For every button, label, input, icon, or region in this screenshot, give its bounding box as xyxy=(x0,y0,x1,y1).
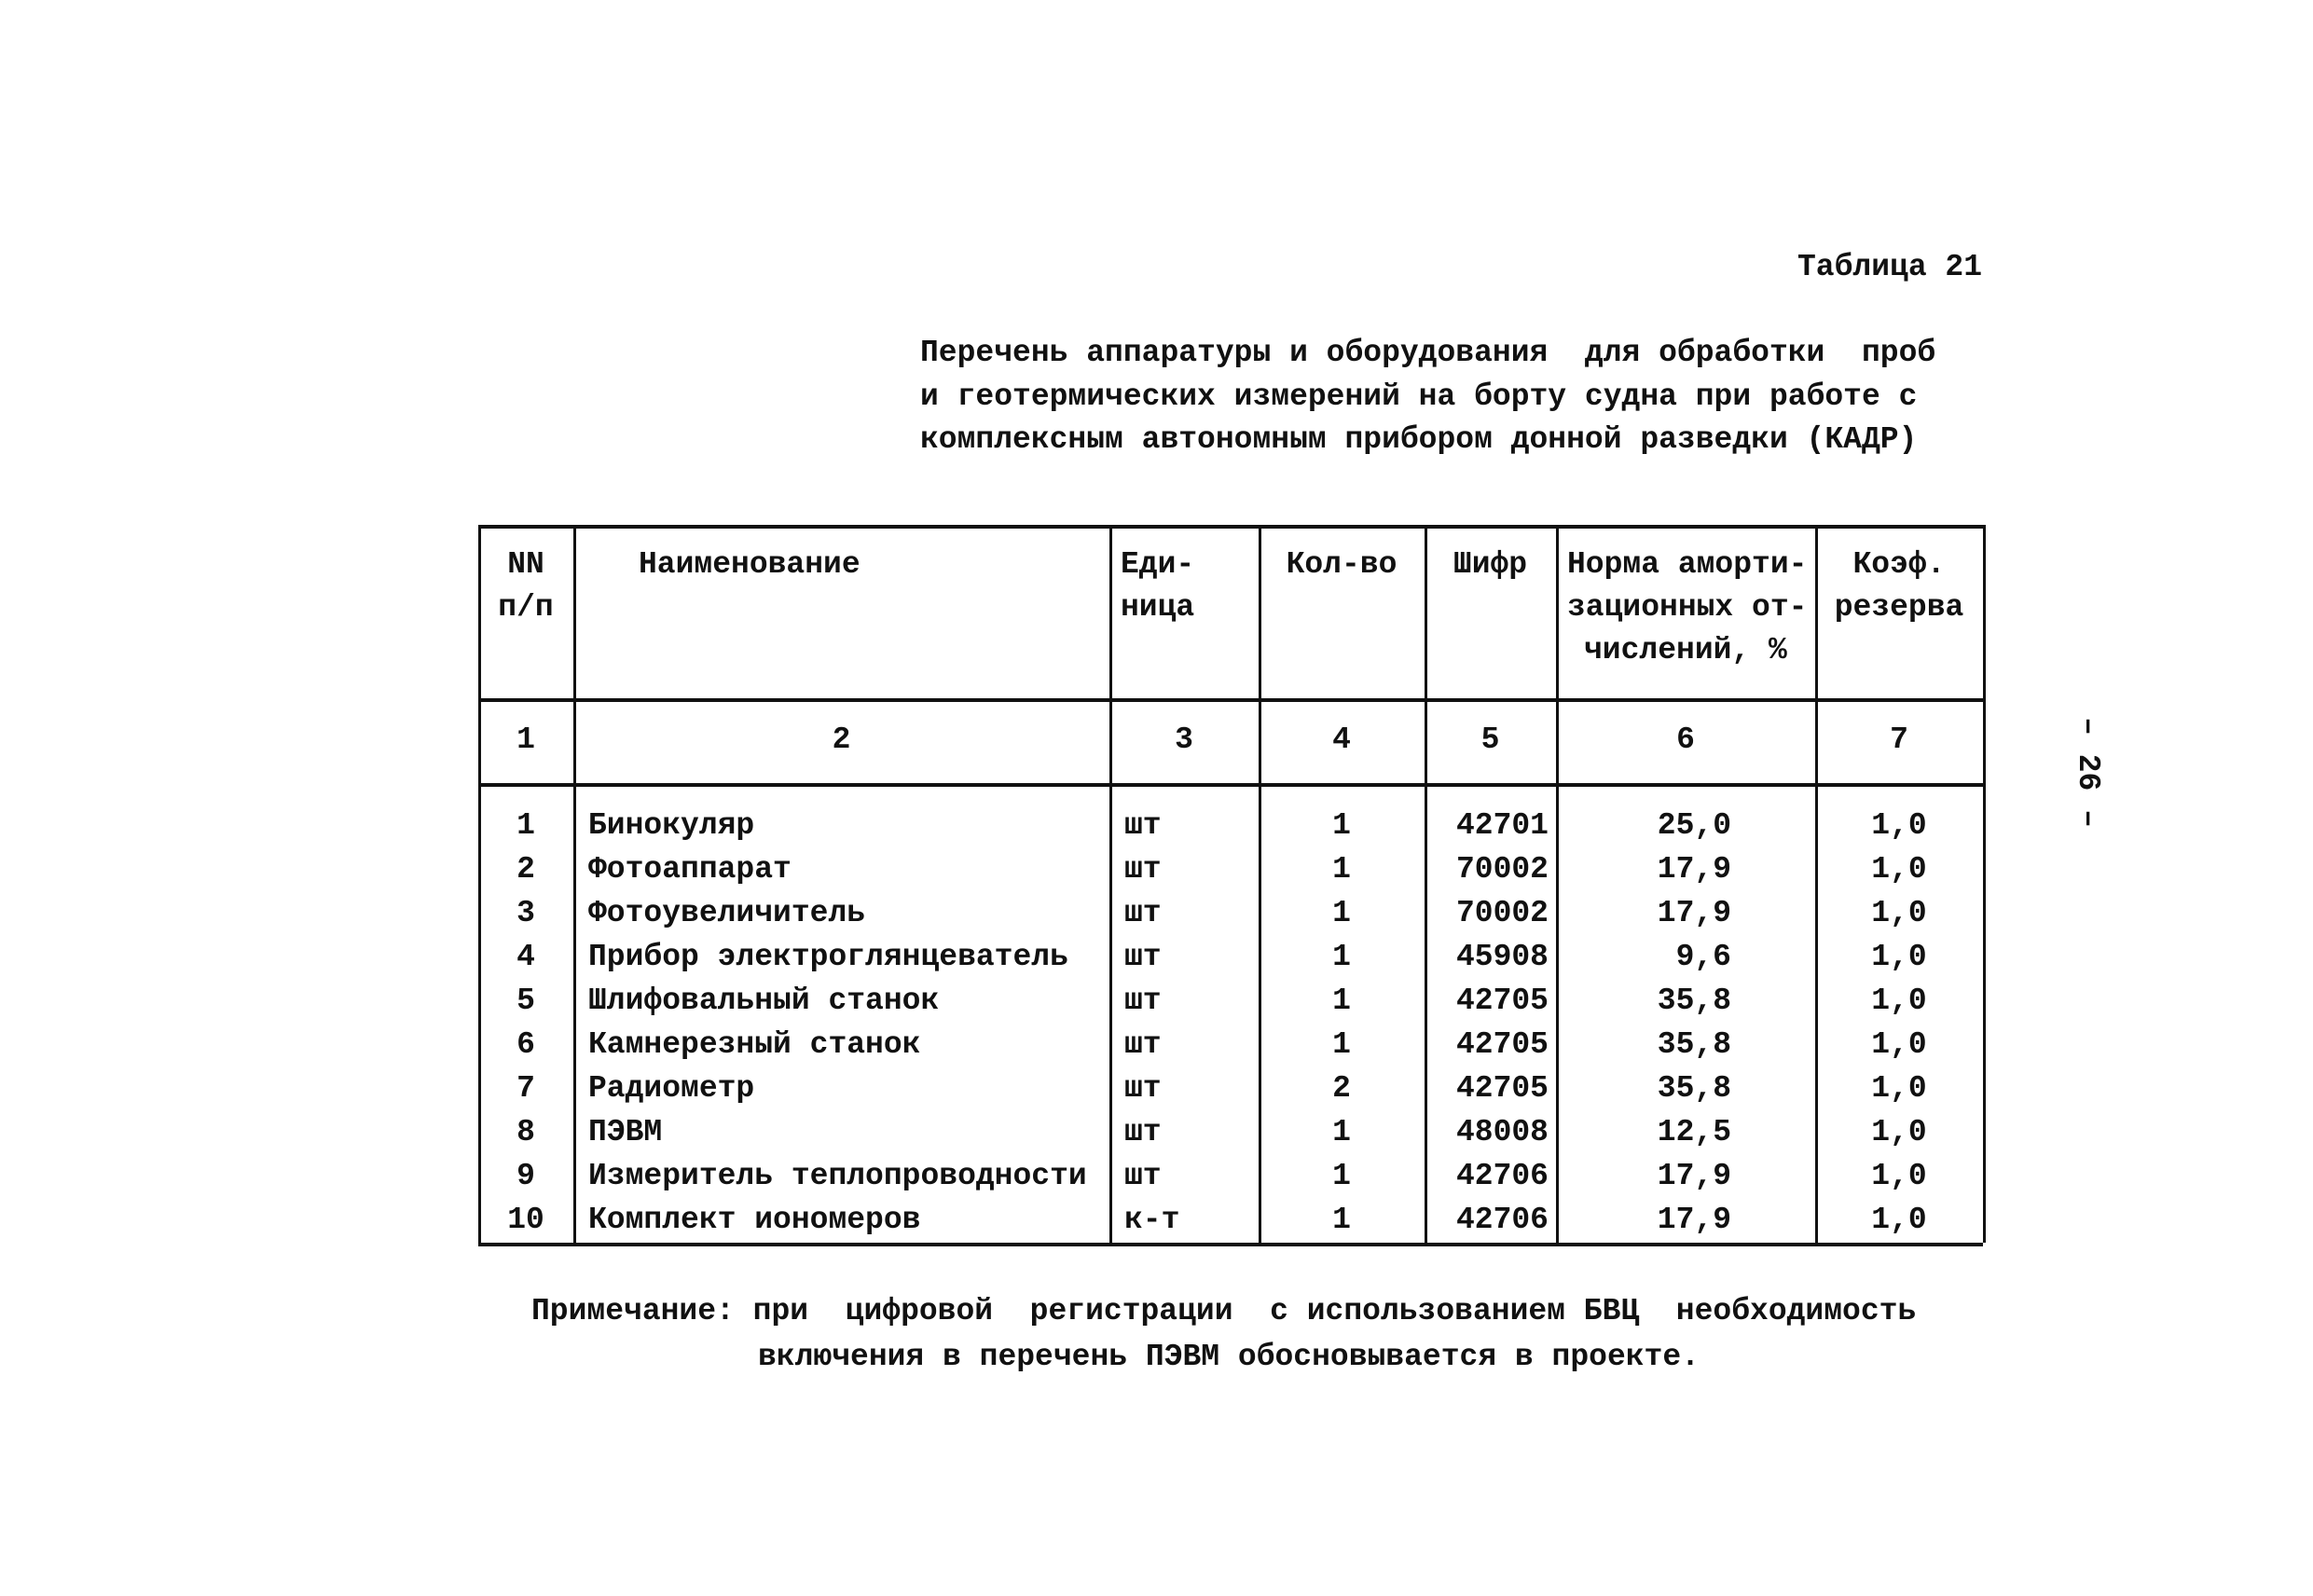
header-num: п/п xyxy=(498,590,554,625)
cell-qty: 2 xyxy=(1332,1071,1351,1106)
header-code: Шифр xyxy=(1453,547,1528,582)
cell-num: 2 xyxy=(516,852,535,887)
cell-code: 42705 xyxy=(1455,1027,1549,1062)
cell-num: 9 xyxy=(516,1159,535,1193)
cell-coef: 1,0 xyxy=(1871,896,1927,930)
cell-code: 42706 xyxy=(1455,1203,1549,1237)
cell-unit: шт xyxy=(1124,1159,1162,1193)
cell-norm: 17,9 xyxy=(1657,1203,1731,1237)
header-num: NN xyxy=(507,547,544,582)
cell-coef: 1,0 xyxy=(1871,808,1927,843)
cell-code: 70002 xyxy=(1455,896,1549,930)
column-rule xyxy=(573,525,576,1243)
column-rule xyxy=(1109,525,1112,1243)
cell-num: 1 xyxy=(516,808,535,843)
cell-coef: 1,0 xyxy=(1871,1027,1927,1062)
cell-name: Радиометр xyxy=(588,1071,755,1106)
cell-coef: 1,0 xyxy=(1871,852,1927,887)
header-norm: числений, % xyxy=(1584,633,1787,667)
table-rule xyxy=(478,525,1983,529)
cell-unit: шт xyxy=(1124,940,1162,974)
header-unit: Еди- xyxy=(1121,547,1195,582)
cell-code: 42706 xyxy=(1455,1159,1549,1193)
column-number: 6 xyxy=(1676,722,1695,757)
cell-code: 42705 xyxy=(1455,984,1549,1018)
cell-qty: 1 xyxy=(1332,808,1351,843)
cell-norm: 17,9 xyxy=(1657,896,1731,930)
page-number: – 26 – xyxy=(2070,717,2105,828)
note-line-2: включения в перечень ПЭВМ обосновывается в проекте. xyxy=(758,1340,1700,1374)
header-coef: Коэф. xyxy=(1852,547,1946,582)
caption-line-2: и геотермических измерений на борту судна при работе с xyxy=(920,379,1918,414)
cell-unit: шт xyxy=(1124,984,1162,1018)
cell-num: 4 xyxy=(516,940,535,974)
cell-norm: 17,9 xyxy=(1657,1159,1731,1193)
cell-coef: 1,0 xyxy=(1871,1115,1927,1149)
cell-unit: шт xyxy=(1124,1071,1162,1106)
column-number: 5 xyxy=(1480,722,1500,757)
cell-coef: 1,0 xyxy=(1871,1159,1927,1193)
cell-qty: 1 xyxy=(1332,1027,1351,1062)
cell-qty: 1 xyxy=(1332,896,1351,930)
column-rule xyxy=(1983,525,1986,1243)
table-label: Таблица 21 xyxy=(1797,250,1983,284)
cell-code: 70002 xyxy=(1455,852,1549,887)
cell-name: Камнерезный станок xyxy=(588,1027,921,1062)
column-number: 7 xyxy=(1890,722,1908,757)
table-rule xyxy=(478,698,1983,702)
header-qty: Кол-во xyxy=(1286,547,1397,582)
cell-num: 10 xyxy=(507,1203,544,1237)
cell-name: Фотоаппарат xyxy=(588,852,792,887)
cell-unit: шт xyxy=(1124,1115,1162,1149)
caption-line-3: комплексным автономным прибором донной разведки (КАДР) xyxy=(920,422,1918,457)
cell-norm: 9,6 xyxy=(1675,940,1731,974)
cell-name: ПЭВМ xyxy=(588,1115,663,1149)
header-name: Наименование xyxy=(639,547,860,582)
cell-name: Фотоувеличитель xyxy=(588,896,866,930)
cell-unit: к-т xyxy=(1124,1203,1180,1237)
cell-num: 7 xyxy=(516,1071,535,1106)
cell-qty: 1 xyxy=(1332,1203,1351,1237)
header-norm: Норма аморти- xyxy=(1567,547,1808,582)
cell-code: 42705 xyxy=(1455,1071,1549,1106)
column-number: 3 xyxy=(1175,722,1193,757)
cell-qty: 1 xyxy=(1332,852,1351,887)
header-coef: резерва xyxy=(1834,590,1964,625)
column-number: 2 xyxy=(832,722,851,757)
cell-unit: шт xyxy=(1124,896,1162,930)
header-unit: ница xyxy=(1121,590,1195,625)
cell-norm: 35,8 xyxy=(1657,984,1731,1018)
cell-num: 5 xyxy=(516,984,535,1018)
cell-unit: шт xyxy=(1124,852,1162,887)
cell-name: Измеритель теплопроводности xyxy=(588,1159,1087,1193)
cell-qty: 1 xyxy=(1332,1115,1351,1149)
table-rule xyxy=(478,1243,1983,1246)
cell-norm: 17,9 xyxy=(1657,852,1731,887)
cell-name: Комплект иономеров xyxy=(588,1203,921,1237)
column-number: 4 xyxy=(1332,722,1351,757)
equipment-table xyxy=(478,525,1983,1243)
cell-norm: 35,8 xyxy=(1657,1071,1731,1106)
cell-norm: 35,8 xyxy=(1657,1027,1731,1062)
header-norm: зационных от- xyxy=(1567,590,1808,625)
cell-num: 3 xyxy=(516,896,535,930)
cell-qty: 1 xyxy=(1332,984,1351,1018)
cell-code: 45908 xyxy=(1455,940,1549,974)
cell-num: 6 xyxy=(516,1027,535,1062)
note-line-1: Примечание: при цифровой регистрации с использованием БВЦ необходимость xyxy=(531,1294,1917,1328)
cell-code: 48008 xyxy=(1455,1115,1549,1149)
cell-qty: 1 xyxy=(1332,1159,1351,1193)
cell-norm: 25,0 xyxy=(1657,808,1731,843)
cell-coef: 1,0 xyxy=(1871,984,1927,1018)
cell-unit: шт xyxy=(1124,1027,1162,1062)
table-rule xyxy=(478,783,1983,787)
cell-coef: 1,0 xyxy=(1871,1071,1927,1106)
caption-line-1: Перечень аппаратуры и оборудования для обработки проб xyxy=(920,336,1936,370)
cell-code: 42701 xyxy=(1455,808,1549,843)
cell-name: Прибор электроглянцеватель xyxy=(588,940,1068,974)
cell-coef: 1,0 xyxy=(1871,940,1927,974)
cell-qty: 1 xyxy=(1332,940,1351,974)
cell-unit: шт xyxy=(1124,808,1162,843)
cell-norm: 12,5 xyxy=(1657,1115,1731,1149)
column-number: 1 xyxy=(516,722,535,757)
cell-name: Бинокуляр xyxy=(588,808,755,843)
cell-coef: 1,0 xyxy=(1871,1203,1927,1237)
cell-num: 8 xyxy=(516,1115,535,1149)
cell-name: Шлифовальный станок xyxy=(588,984,940,1018)
